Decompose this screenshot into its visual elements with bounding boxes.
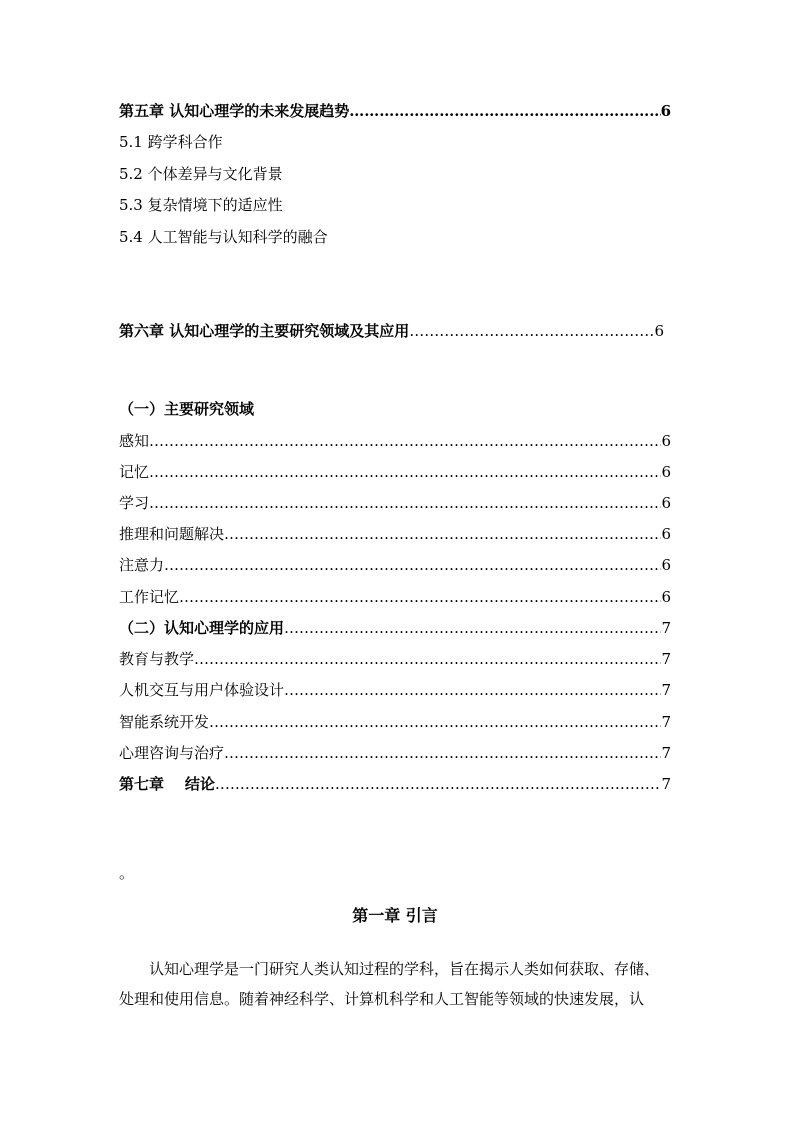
toc-entry-label: 人机交互与用户体验设计 — [119, 681, 285, 699]
toc-item-5-2[interactable]: 5.2 个体差异与文化背景 — [119, 165, 283, 183]
toc-entry-page: 6 — [661, 463, 671, 481]
toc-entry[interactable] — [119, 523, 671, 545]
toc-leader — [149, 461, 661, 483]
toc-entry-label: 教育与教学 — [119, 650, 195, 668]
toc-item-5-1[interactable]: 5.1 跨学科合作 — [119, 133, 223, 151]
toc-entry-page: 7 — [661, 744, 671, 762]
chapter-1-paragraph-line-1: 认知心理学是一门研究人类认知过程的学科，旨在揭示人类如何获取、存储、 — [149, 960, 660, 978]
toc-leader — [284, 617, 661, 639]
toc-entry-page: 7 — [661, 650, 671, 668]
chapter-1-paragraph-line-2: 处理和使用信息。随着神经科学、计算机科学和人工智能等领域的快速发展，认 — [119, 990, 645, 1008]
toc-chapter-5[interactable] — [119, 100, 671, 122]
toc-chapter-5-page: 6 — [660, 102, 671, 120]
toc-entry[interactable] — [119, 648, 671, 670]
toc-section-2[interactable] — [119, 617, 671, 639]
toc-entry-label: 工作记忆 — [119, 588, 180, 606]
toc-chapter-6[interactable] — [119, 320, 664, 342]
toc-leader — [209, 711, 661, 733]
toc-leader — [215, 773, 662, 795]
toc-chapter-6-title: 第六章 认知心理学的主要研究领域及其应用 — [119, 322, 410, 340]
toc-entry-label: 推理和问题解决 — [119, 525, 225, 543]
toc-leader — [349, 100, 660, 122]
toc-leader — [179, 586, 661, 608]
toc-entry-label: 注意力 — [119, 556, 165, 574]
stray-punctuation: 。 — [119, 864, 135, 882]
toc-entry-page: 6 — [661, 432, 671, 450]
toc-chapter-7-title: 第七章 结论 — [119, 775, 215, 793]
toc-entry-label: 感知 — [119, 432, 150, 450]
toc-entry-page: 6 — [661, 494, 671, 512]
toc-section-2-title: （二）认知心理学的应用 — [119, 619, 285, 637]
toc-entry-page: 6 — [661, 556, 671, 574]
toc-entry[interactable] — [119, 461, 671, 483]
toc-entry[interactable] — [119, 554, 671, 576]
toc-section-2-page: 7 — [661, 619, 671, 637]
toc-entry[interactable] — [119, 679, 671, 701]
toc-entry-label: 学习 — [119, 494, 150, 512]
toc-leader — [149, 492, 661, 514]
toc-leader — [284, 679, 661, 701]
toc-leader — [194, 648, 661, 670]
toc-item-5-4[interactable]: 5.4 人工智能与认知科学的融合 — [119, 228, 328, 246]
toc-entry[interactable] — [119, 492, 671, 514]
toc-item-5-3[interactable]: 5.3 复杂情境下的适应性 — [119, 196, 283, 214]
chapter-1-heading: 第一章 引言 — [352, 906, 438, 925]
toc-entry-label: 记忆 — [119, 463, 150, 481]
toc-leader — [224, 523, 661, 545]
toc-chapter-7[interactable] — [119, 773, 671, 795]
toc-entry[interactable] — [119, 711, 671, 733]
toc-entry-page: 7 — [661, 681, 671, 699]
toc-chapter-6-page: 6 — [654, 322, 664, 340]
toc-entry-page: 6 — [661, 525, 671, 543]
toc-entry[interactable] — [119, 586, 671, 608]
toc-leader — [149, 430, 661, 452]
toc-entry-label: 智能系统开发 — [119, 713, 210, 731]
toc-entry-label: 心理咨询与治疗 — [119, 744, 225, 762]
toc-entry-page: 7 — [661, 713, 671, 731]
toc-leader — [224, 742, 661, 764]
toc-chapter-5-title: 第五章 认知心理学的未来发展趋势 — [119, 102, 350, 120]
toc-entry[interactable] — [119, 742, 671, 764]
toc-section-1-title[interactable]: （一）主要研究领域 — [119, 400, 255, 418]
toc-leader — [164, 554, 661, 576]
toc-chapter-7-page: 7 — [661, 775, 671, 793]
toc-entry[interactable] — [119, 430, 671, 452]
toc-leader — [409, 320, 654, 342]
toc-entry-page: 6 — [661, 588, 671, 606]
